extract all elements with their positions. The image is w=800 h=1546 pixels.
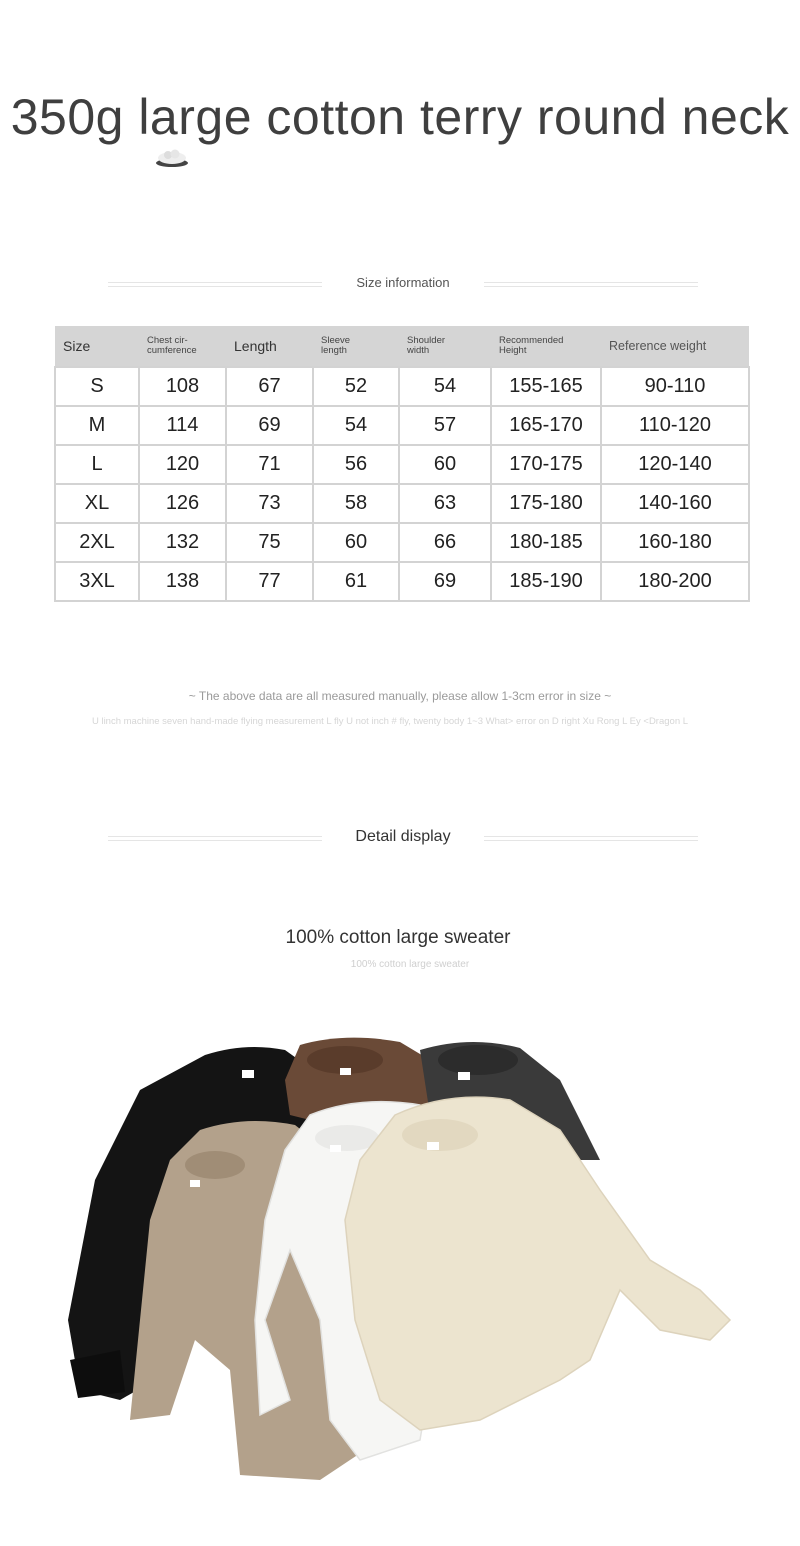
table-cell: L [55, 445, 139, 484]
table-cell: 75 [226, 523, 313, 562]
table-cell: 2XL [55, 523, 139, 562]
column-header-size: Size [55, 326, 139, 367]
measurement-note-faint: U linch machine seven hand-made flying measurement L fly U not inch # fly, twenty body 1~3 What> error on D right Xu Rong L Ey <Dragon L [91, 716, 689, 727]
table-cell: 160-180 [601, 523, 749, 562]
table-cell: 180-200 [601, 562, 749, 601]
table-cell: 108 [139, 367, 226, 406]
table-cell: 132 [139, 523, 226, 562]
table-cell: 54 [313, 406, 399, 445]
section-label: Detail display [355, 828, 451, 845]
table-row [55, 484, 749, 523]
column-header-weight: Reference weight [601, 326, 749, 367]
table-cell: 52 [313, 367, 399, 406]
table-cell: 180-185 [491, 523, 601, 562]
table-cell: 120-140 [601, 445, 749, 484]
table-cell: 185-190 [491, 562, 601, 601]
sweater-stack-image [0, 1020, 800, 1490]
detail-display-heading [0, 822, 800, 852]
table-row [55, 445, 749, 484]
table-cell: 60 [313, 523, 399, 562]
product-subtitle: 100% cotton large sweater [285, 927, 511, 948]
column-header-shoulder: Shoulder width [399, 326, 491, 367]
table-cell: 71 [226, 445, 313, 484]
table-cell: 69 [399, 562, 491, 601]
column-header-length: Length [226, 326, 313, 367]
page-title: 350g large cotton terry round neck [10, 89, 790, 145]
table-cell: 57 [399, 406, 491, 445]
table-cell: 114 [139, 406, 226, 445]
cream-sweater [345, 1097, 730, 1430]
table-cell: 66 [399, 523, 491, 562]
table-cell: 90-110 [601, 367, 749, 406]
table-cell: 63 [399, 484, 491, 523]
table-header-row [55, 326, 749, 367]
column-header-height: Recommended Height [491, 326, 601, 367]
table-cell: 61 [313, 562, 399, 601]
table-cell: 138 [139, 562, 226, 601]
table-cell: 58 [313, 484, 399, 523]
table-cell: 126 [139, 484, 226, 523]
column-header-chest: Chest cir- cumference [139, 326, 226, 367]
table-cell: 165-170 [491, 406, 601, 445]
divider [108, 282, 322, 287]
table-cell: 56 [313, 445, 399, 484]
table-cell: 73 [226, 484, 313, 523]
measurement-note: ~ The above data are all measured manually, please allow 1-3cm error in size ~ [188, 689, 612, 703]
table-body [55, 367, 749, 601]
divider [484, 836, 698, 841]
size-info-heading [0, 268, 800, 298]
table-cell: 77 [226, 562, 313, 601]
table-cell: 54 [399, 367, 491, 406]
cloud-decoration-icon [155, 146, 189, 168]
table-cell: S [55, 367, 139, 406]
divider [108, 836, 322, 841]
table-row [55, 406, 749, 445]
table-cell: 175-180 [491, 484, 601, 523]
column-header-sleeve: Sleeve length [313, 326, 399, 367]
table-cell: 155-165 [491, 367, 601, 406]
table-cell: 60 [399, 445, 491, 484]
table-cell: 170-175 [491, 445, 601, 484]
table-cell: 69 [226, 406, 313, 445]
table-cell: 120 [139, 445, 226, 484]
table-row [55, 523, 749, 562]
table-cell: 3XL [55, 562, 139, 601]
section-label: Size information [356, 275, 450, 290]
table-cell: 140-160 [601, 484, 749, 523]
table-cell: XL [55, 484, 139, 523]
table-cell: 110-120 [601, 406, 749, 445]
divider [484, 282, 698, 287]
table-row [55, 367, 749, 406]
table-row [55, 562, 749, 601]
product-subtitle-faint: 100% cotton large sweater [350, 959, 470, 970]
table-cell: 67 [226, 367, 313, 406]
table-cell: M [55, 406, 139, 445]
size-table [54, 326, 750, 602]
